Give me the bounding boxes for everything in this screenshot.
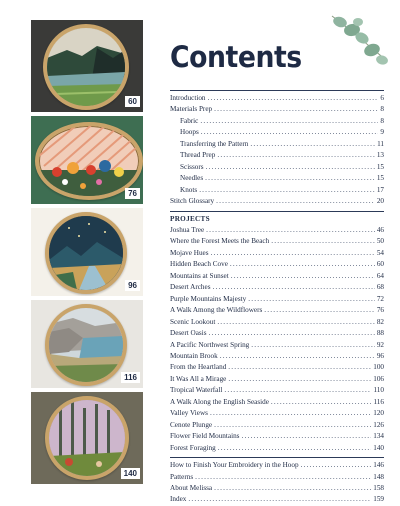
toc-entry-label: Materials Prep bbox=[170, 105, 213, 114]
toc-entry-page: 146 bbox=[373, 461, 384, 470]
leader-dots bbox=[248, 294, 375, 305]
leader-dots bbox=[213, 282, 375, 293]
toc-entry[interactable] bbox=[170, 271, 384, 282]
toc-entry[interactable] bbox=[170, 443, 384, 454]
toc-entry[interactable] bbox=[170, 385, 384, 396]
toc-entry-page: 88 bbox=[376, 329, 384, 338]
toc-entry[interactable] bbox=[170, 431, 384, 442]
toc-entry-page: 82 bbox=[376, 317, 384, 326]
leader-dots bbox=[214, 483, 371, 494]
toc-entry[interactable] bbox=[170, 494, 384, 505]
toc-entry-page: 17 bbox=[376, 185, 384, 194]
toc-entry-page: 68 bbox=[376, 283, 384, 292]
toc-entry-page: 6 bbox=[380, 94, 384, 102]
toc-entry-page: 96 bbox=[376, 351, 384, 360]
leader-dots bbox=[199, 185, 375, 196]
toc-entry-page: 9 bbox=[380, 128, 384, 137]
leader-dots bbox=[216, 196, 375, 207]
toc-entry-page: 54 bbox=[376, 248, 384, 257]
toc-entry-page: 64 bbox=[376, 271, 384, 280]
toc-entry-page: 15 bbox=[376, 174, 384, 183]
leader-dots bbox=[217, 317, 375, 328]
thumbnail-english-seaside bbox=[31, 300, 143, 388]
toc-entry-label: Knots bbox=[180, 185, 198, 194]
page-badge: 140 bbox=[121, 468, 140, 479]
table-of-contents bbox=[170, 87, 384, 506]
toc-entry[interactable] bbox=[170, 351, 384, 362]
toc-entry[interactable] bbox=[170, 460, 384, 471]
toc-entry[interactable] bbox=[170, 374, 384, 385]
embroidery-scene bbox=[49, 308, 123, 382]
embroidery-scene bbox=[49, 400, 125, 476]
toc-entry-label: Desert Oasis bbox=[170, 329, 207, 338]
toc-entry-label: Cenote Plunge bbox=[170, 420, 213, 429]
toc-entry[interactable] bbox=[170, 362, 384, 373]
eucalyptus-sprig-illustration bbox=[328, 10, 390, 68]
toc-entry-page: 110 bbox=[373, 386, 384, 395]
embroidery-scene bbox=[49, 216, 123, 290]
toc-entry[interactable] bbox=[170, 259, 384, 270]
toc-subentry[interactable] bbox=[170, 139, 384, 150]
toc-entry-page: 120 bbox=[373, 409, 384, 418]
page-badge: 76 bbox=[125, 188, 140, 199]
toc-entry-label: Desert Arches bbox=[170, 283, 211, 292]
toc-entry-label: A Pacific Northwest Spring bbox=[170, 340, 250, 349]
leader-dots bbox=[217, 150, 374, 161]
toc-entry-page: 50 bbox=[376, 237, 384, 246]
divider bbox=[170, 457, 384, 458]
toc-entry-page: 8 bbox=[380, 105, 384, 114]
hoop-image bbox=[45, 396, 129, 480]
toc-entry[interactable] bbox=[170, 328, 384, 339]
leader-dots bbox=[218, 443, 372, 454]
page-badge: 96 bbox=[125, 280, 140, 291]
embroidery-scene bbox=[39, 126, 139, 196]
toc-entry[interactable] bbox=[170, 472, 384, 483]
toc-subentry[interactable] bbox=[170, 150, 384, 161]
leader-dots bbox=[201, 127, 379, 138]
toc-entry[interactable] bbox=[170, 317, 384, 328]
toc-entry-label: Purple Mountains Majesty bbox=[170, 294, 247, 303]
leader-dots bbox=[228, 362, 371, 373]
leader-dots bbox=[205, 173, 375, 184]
thumbnail-wildflowers bbox=[31, 116, 143, 204]
toc-entry-page: 76 bbox=[376, 306, 384, 315]
leader-dots bbox=[251, 340, 375, 351]
thumbnail-forest-foraging bbox=[31, 392, 143, 484]
toc-entry-label: Mojave Hues bbox=[170, 248, 209, 257]
toc-entry-label: Scissors bbox=[180, 162, 204, 171]
leader-dots bbox=[206, 225, 375, 236]
toc-entry-page: 72 bbox=[376, 294, 384, 303]
toc-entry-page: 116 bbox=[373, 397, 384, 406]
toc-entry-label: Forest Foraging bbox=[170, 443, 216, 452]
toc-entry[interactable] bbox=[170, 225, 384, 236]
toc-entry[interactable] bbox=[170, 93, 384, 104]
leader-dots bbox=[211, 248, 375, 259]
toc-entry-page: 15 bbox=[376, 162, 384, 171]
hoop-image bbox=[43, 24, 129, 110]
toc-entry[interactable] bbox=[170, 248, 384, 259]
toc-entry-page: 100 bbox=[373, 363, 384, 372]
leader-dots bbox=[224, 385, 371, 396]
toc-entry-page: 11 bbox=[377, 139, 384, 148]
toc-entry[interactable] bbox=[170, 282, 384, 293]
toc-entry-page: 158 bbox=[373, 483, 384, 492]
leader-dots bbox=[188, 494, 371, 505]
toc-entry-page: 106 bbox=[373, 374, 384, 383]
leader-dots bbox=[241, 431, 371, 442]
hoop-image bbox=[45, 212, 127, 294]
toc-entry-page: 46 bbox=[376, 225, 384, 234]
toc-entry-label: About Melissa bbox=[170, 483, 213, 492]
divider bbox=[170, 90, 384, 91]
toc-entry-label: From the Heartland bbox=[170, 363, 227, 372]
toc-entry-page: 92 bbox=[376, 340, 384, 349]
toc-entry-label: Thread Prep bbox=[180, 151, 216, 160]
thumbnail-hidden-beach-cove bbox=[31, 20, 143, 112]
toc-entry-label: It Was All a Mirage bbox=[170, 374, 227, 383]
toc-entry-label: Stitch Glossary bbox=[170, 197, 215, 206]
leader-dots bbox=[206, 162, 375, 173]
toc-entry-label: Where the Forest Meets the Beach bbox=[170, 237, 270, 246]
leader-dots bbox=[214, 104, 378, 115]
toc-entry[interactable] bbox=[170, 196, 384, 207]
toc-entry-label: Scenic Lookout bbox=[170, 317, 216, 326]
toc-entry-label: Flower Field Mountains bbox=[170, 432, 240, 441]
toc-entry-page: 20 bbox=[376, 197, 384, 206]
toc-entry-page: 159 bbox=[373, 495, 384, 504]
toc-subentry[interactable] bbox=[170, 173, 384, 184]
leader-dots bbox=[209, 328, 375, 339]
leader-dots bbox=[214, 420, 371, 431]
thumbnail-strip bbox=[0, 0, 150, 500]
toc-entry-label: Hoops bbox=[180, 128, 199, 137]
toc-entry-label: Transferring the Pattern bbox=[180, 139, 249, 148]
toc-entry-label: Introduction bbox=[170, 94, 206, 102]
toc-entry[interactable] bbox=[170, 408, 384, 419]
toc-subentry[interactable] bbox=[170, 162, 384, 173]
page-badge: 116 bbox=[121, 372, 140, 383]
toc-entry[interactable] bbox=[170, 294, 384, 305]
embroidery-scene bbox=[47, 28, 125, 106]
toc-entry-label: How to Finish Your Embroidery in the Hoop bbox=[170, 461, 299, 470]
toc-entry-label: Valley Views bbox=[170, 409, 208, 418]
toc-entry[interactable] bbox=[170, 483, 384, 494]
toc-entry-label: Patterns bbox=[170, 472, 194, 481]
leader-dots bbox=[200, 116, 378, 127]
leader-dots bbox=[208, 93, 379, 104]
toc-entry-label: Mountains at Sunset bbox=[170, 271, 229, 280]
leader-dots bbox=[271, 397, 372, 408]
leader-dots bbox=[220, 351, 375, 362]
toc-entry[interactable] bbox=[170, 340, 384, 351]
page-badge: 60 bbox=[125, 96, 140, 107]
toc-entry-label: A Walk Along the English Seaside bbox=[170, 397, 269, 406]
leader-dots bbox=[231, 271, 375, 282]
toc-entry[interactable] bbox=[170, 305, 384, 316]
toc-entry-page: 148 bbox=[373, 472, 384, 481]
section-heading-projects: PROJECTS bbox=[170, 214, 210, 223]
page-title: Contents bbox=[170, 40, 302, 74]
leader-dots bbox=[210, 408, 371, 419]
toc-entry-label: Hidden Beach Cove bbox=[170, 260, 228, 269]
toc-entry-page: 134 bbox=[373, 432, 384, 441]
toc-entry-label: Index bbox=[170, 495, 187, 504]
toc-entry-label: Tropical Waterfall bbox=[170, 386, 223, 395]
thumbnail-mountain-brook bbox=[31, 208, 143, 296]
toc-entry-label: Fabric bbox=[180, 116, 199, 125]
toc-entry-page: 140 bbox=[373, 443, 384, 452]
toc-entry[interactable] bbox=[170, 104, 384, 115]
toc-entry-page: 60 bbox=[376, 260, 384, 269]
leader-dots bbox=[271, 236, 375, 247]
hoop-image bbox=[45, 304, 127, 386]
toc-subentry[interactable] bbox=[170, 127, 384, 138]
divider bbox=[170, 211, 384, 212]
toc-entry-label: Joshua Tree bbox=[170, 225, 205, 234]
toc-subentry[interactable] bbox=[170, 116, 384, 127]
leader-dots bbox=[301, 460, 372, 471]
toc-entry-label: Needles bbox=[180, 174, 204, 183]
toc-entry-label: Mountain Brook bbox=[170, 351, 218, 360]
leader-dots bbox=[230, 259, 375, 270]
toc-entry[interactable] bbox=[170, 236, 384, 247]
toc-entry-page: 126 bbox=[373, 420, 384, 429]
leader-dots bbox=[264, 305, 375, 316]
toc-entry-label: A Walk Among the Wildflowers bbox=[170, 306, 263, 315]
leader-dots bbox=[195, 472, 371, 483]
toc-subentry[interactable] bbox=[170, 185, 384, 196]
leader-dots bbox=[250, 139, 375, 150]
toc-entry-page: 13 bbox=[376, 151, 384, 160]
leader-dots bbox=[228, 374, 371, 385]
toc-entry[interactable] bbox=[170, 397, 384, 408]
toc-entry-page: 8 bbox=[380, 116, 384, 125]
toc-entry[interactable] bbox=[170, 420, 384, 431]
